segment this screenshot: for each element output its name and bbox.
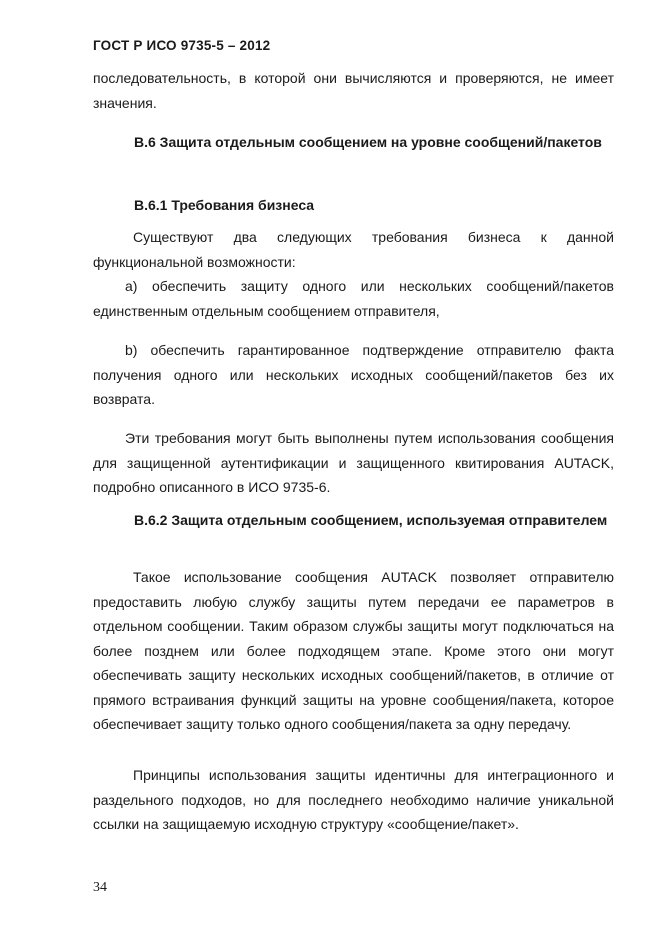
- page-number: 34: [93, 880, 107, 895]
- section-heading-b62: В.6.2 Защита отдельным сообщением, используемая отправителем: [134, 512, 608, 528]
- paragraph-b61-intro: Существуют два следующих требования бизнеса к данной функциональной возможности:: [93, 229, 614, 270]
- list-item-a: а) обеспечить защиту одного или нескольких сообщений/пакетов единственным отдельным сообщением отправителя,: [93, 278, 614, 319]
- list-item-b: b) обеспечить гарантированное подтверждение отправителю факта получения одного или нескольких исходных сообщений/пакетов без их возврата.: [93, 342, 614, 407]
- section-heading-b6: В.6 Защита отдельным сообщением на уровне сообщений/пакетов: [134, 134, 602, 150]
- paragraph-b61-autack: Эти требования могут быть выполнены путем использования сообщения для защищенной аутентификации и защищенного квитирования AUTACK, подробно описанного в ИСО 9735-6.: [93, 430, 614, 495]
- document-header: ГОСТ Р ИСО 9735-5 – 2012: [93, 38, 271, 53]
- paragraph-b62-1: Такое использование сообщения AUTACK позволяет отправителю предоставить любую службу защиты путем передачи ее параметров в отдельном сообщении. Таким образом службы защиты могут подключаться на более позднем или более подходящем этапе. Кроме этого они могут обеспечивать защиту нескольких исходных сообщений/пакетов, в отличие от прямого встраивания функций защиты на уровне сообщения/пакета, которое обеспечивает защиту только одного сообщения/пакета за одну передачу.: [93, 569, 614, 732]
- section-heading-b61: В.6.1 Требования бизнеса: [134, 197, 315, 213]
- paragraph-b62-2: Принципы использования защиты идентичны для интеграционного и раздельного подходов, но для последнего необходимо наличие уникальной ссылки на защищаемую исходную структуру «сообщение/пакет».: [93, 767, 614, 832]
- paragraph-continuation: последовательность, в которой они вычисляются и проверяются, не имеет значения.: [93, 70, 614, 111]
